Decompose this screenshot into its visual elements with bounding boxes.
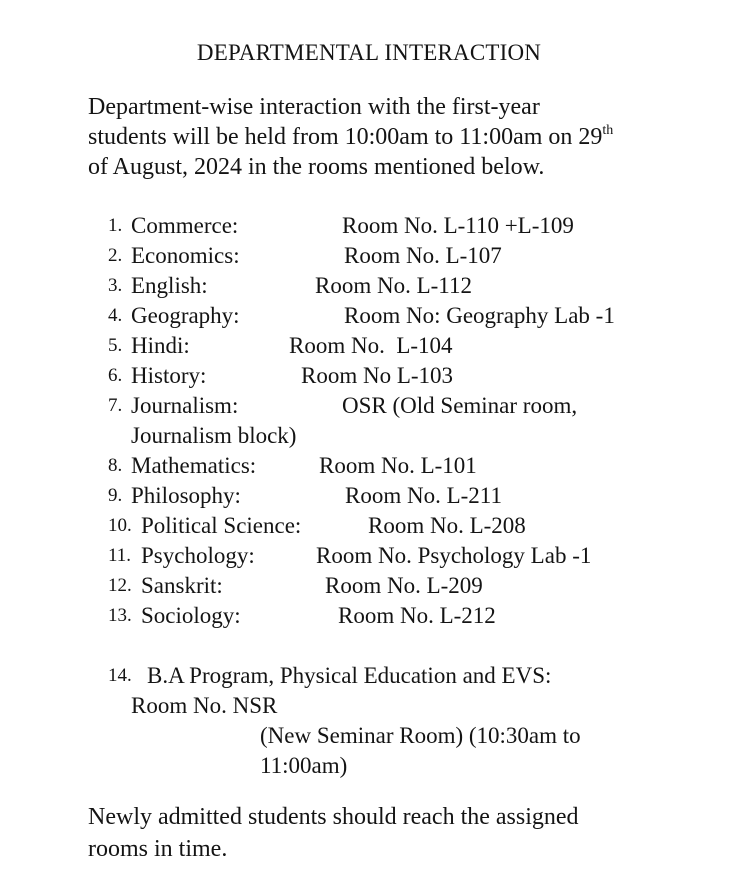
department-name: Mathematics:: [131, 453, 257, 478]
intro-line-3: of August, 2024 in the rooms mentioned below.: [88, 154, 545, 180]
department-room: Room No. L-209: [325, 573, 483, 598]
list-item-number: 8.: [108, 455, 123, 476]
date-ordinal-suffix: th: [602, 123, 614, 138]
department-room: Room No. L-112: [315, 273, 472, 298]
department-room: Room No. L-107: [344, 243, 502, 268]
intro-line-2: [88, 124, 613, 151]
department-room: OSR (Old Seminar room,: [342, 393, 578, 418]
department-room: Room No. L-208: [368, 513, 526, 538]
department-name: Hindi:: [131, 333, 190, 358]
list-item-number: 10.: [108, 515, 132, 536]
department-room: Room No. L-101: [319, 453, 477, 478]
list-item-number: 13.: [108, 605, 132, 626]
intro-line-1: Department-wise interaction with the first-year: [88, 94, 540, 120]
footer-line-2: rooms in time.: [88, 836, 228, 862]
department-name: Commerce:: [131, 213, 239, 238]
department-name: Economics:: [131, 243, 240, 268]
department-room: Room No. Psychology Lab -1: [316, 543, 592, 568]
department-name: History:: [131, 363, 207, 388]
footer-line-1: Newly admitted students should reach the assigned: [88, 804, 579, 830]
department-room: Room No: Geography Lab -1: [344, 303, 615, 328]
program-room: Room No. NSR: [131, 693, 278, 718]
program-room-note-line-2: 11:00am): [260, 753, 348, 778]
notice-title: DEPARTMENTAL INTERACTION: [196, 40, 542, 65]
list-item-number: 2.: [108, 245, 123, 266]
list-item-number: 3.: [108, 275, 123, 296]
department-name: Geography:: [131, 303, 240, 328]
intro-line-2-text: students will be held from 10:00am to 11:00am on 29: [88, 124, 603, 150]
list-item-number: 6.: [108, 365, 123, 386]
department-name: Psychology:: [141, 543, 255, 568]
department-room: Room No. L-211: [345, 483, 502, 508]
department-name: Sociology:: [141, 603, 241, 628]
list-item-number: 5.: [108, 335, 123, 356]
list-item-number: 7.: [108, 395, 123, 416]
program-names: B.A Program, Physical Education and EVS:: [147, 663, 552, 688]
department-room-continued: Journalism block): [131, 423, 297, 448]
department-name: Political Science:: [141, 513, 302, 538]
department-name: Sanskrit:: [141, 573, 223, 598]
department-room: Room No L-103: [301, 363, 454, 388]
list-item-number: 14.: [108, 665, 132, 686]
list-item-number: 1.: [108, 215, 123, 236]
list-item-number: 12.: [108, 575, 132, 596]
list-item-number: 11.: [108, 545, 132, 566]
department-name: English:: [131, 273, 208, 298]
department-room: Room No. L-212: [338, 603, 496, 628]
department-name: Journalism:: [131, 393, 239, 418]
list-item-number: 9.: [108, 485, 123, 506]
department-name: Philosophy:: [131, 483, 241, 508]
program-room-note-line-1: (New Seminar Room) (10:30am to: [260, 723, 581, 748]
list-item-number: 4.: [108, 305, 123, 326]
department-room: Room No. L-104: [289, 333, 453, 358]
department-room: Room No. L-110 +L-109: [342, 213, 574, 238]
